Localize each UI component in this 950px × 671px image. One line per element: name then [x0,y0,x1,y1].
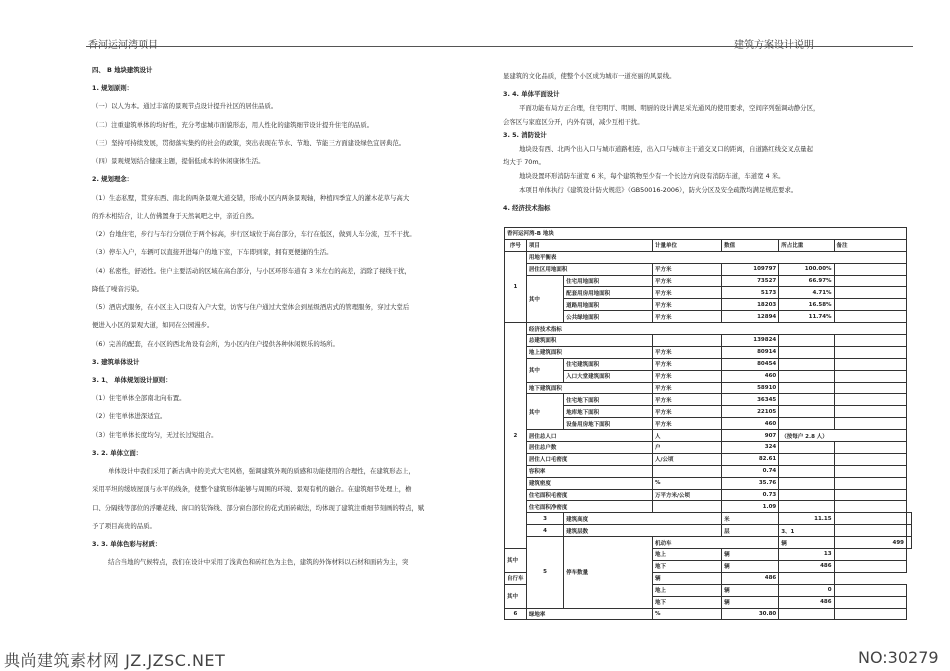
below-area-unit: 平方米 [652,382,721,394]
right-column [503,72,911,213]
empty-cell [779,346,834,358]
header-unit: 计量单位 [652,239,721,251]
elevation-paragraph: 口、分隔线等部位的浮雕花线、窗口的装饰线、部分窗台部位的花式面砖砌法，均体现了建筑注重细节刻画的特点，赋 [92,503,425,512]
gross-area-value: 139824 [722,335,779,347]
table-row [505,394,912,406]
households-label: 居住总户数 [526,442,652,454]
header-project-name: 香河运河湾项目 [88,40,158,51]
land-row-unit: 平方米 [652,287,721,299]
above-row-label: 住宅建筑面积 [564,358,653,370]
empty-cell [779,489,834,501]
empty-cell [652,501,721,513]
coverage-unit: % [652,477,721,489]
empty-cell [834,335,906,347]
land-row-label: 道路用地面积 [564,299,653,311]
coverage-label: 建筑密度 [526,477,652,489]
coverage-value: 35.76 [722,477,779,489]
section-4-title: 四、 B 地块建筑设计 [92,66,153,74]
bike-row-value: 486 [779,596,834,608]
empty-cell [834,477,906,489]
motor-unit: 辆 [779,537,834,549]
empty-cell [834,287,906,299]
header-divider [86,46,913,47]
motor-row-value: 13 [779,549,834,561]
height-value: 11.15 [779,513,834,525]
population-value: 907 [722,430,779,442]
above-sub-label: 其中 [526,358,563,382]
row-no: 1 [505,251,527,322]
empty-cell [834,525,906,537]
color-material-paragraph: 结合当地的气候特点，我们在设计中采用了浅黄色和砖红色为主色，建筑的外饰材料以石材和面砖为主，突 [108,558,409,567]
bike-value: 486 [722,572,779,584]
below-row-value: 36345 [722,394,779,406]
bike-unit: 辆 [652,572,721,584]
header-item: 项目 [526,239,652,251]
land-balance-header: 用地平衡表 [526,251,906,263]
row-no: 4 [526,525,563,537]
green-label: 绿地率 [526,608,652,620]
households-value: 324 [722,442,779,454]
economic-indicators-title: 4. 经济技术指标 [503,203,551,212]
land-row-pct: 16.58% [779,299,834,311]
bike-row-unit: 辆 [722,596,779,608]
unit-principle-item: （1）住宅单体全部南北向布置。 [92,394,186,403]
below-row-label: 住宅地下面积 [564,394,653,406]
population-label: 居住总人口 [526,430,652,442]
motor-row-unit: 辆 [722,560,779,572]
fire-design-paragraph: 地块设置环形消防车道宽 6 米，每个建筑物至少有一个长边方向设有消防车道，车道宽 4 米。 [519,172,785,181]
gross-area-label: 总建筑面积 [526,335,652,347]
elevation-paragraph: 予了项目高贵的品质。 [92,521,156,530]
land-row-label: 住宅用地面积 [564,275,653,287]
floor-plan-title: 3. 4. 单体平面设计 [503,90,560,99]
empty-cell [779,382,834,394]
empty-cell [907,525,912,537]
empty-cell [652,465,721,477]
principle-item: （一）以人为本。通过丰富的景观节点设计提升社区的居住品质。 [92,102,278,111]
empty-cell [652,335,721,347]
row-no: 2 [505,323,527,549]
planning-concept-title: 2. 规划理念： [92,175,134,184]
empty-cell [779,335,834,347]
land-total-value: 109797 [722,263,779,275]
header-no: 序号 [505,239,527,251]
above-area-value: 80914 [722,346,779,358]
empty-cell [779,453,834,465]
below-area-label: 地下建筑面积 [526,382,652,394]
below-row-value: 460 [722,418,779,430]
table-row [505,430,912,442]
concept-paragraph: （6）完善的配套，在小区的西北角设有会所，为小区内住户提供各种休闲娱乐的场所。 [92,339,339,348]
bike-row-label: 地上 [652,584,721,596]
table-row [505,382,912,394]
unit-principle-item: （2）住宅单体进深适宜。 [92,412,167,421]
below-sub-label: 其中 [526,394,563,430]
bike-row-label: 地下 [652,596,721,608]
land-total-label: 居住区用地面积 [526,263,652,275]
table-row [505,299,912,311]
empty-cell [834,442,906,454]
land-row-pct: 11.74% [779,311,834,323]
table-row [505,477,912,489]
parking-label: 停车数量 [564,537,653,608]
empty-cell [834,608,906,620]
table-title-row [505,228,912,240]
floors-unit: 层 [722,525,779,537]
elevation-paragraph: 采用平坦的缓坡屋顶与水平的线条，使整个建筑形体能够与周围的环境、景观有机的融合。在建筑细节处理上，檐 [92,485,412,494]
empty-cell [779,572,834,584]
motor-label: 机动车 [652,537,778,549]
land-row-unit: 平方米 [652,275,721,287]
row-no: 6 [505,608,527,620]
empty-cell [907,513,912,525]
table-row [505,418,912,430]
table-row [505,251,912,263]
motor-row-value: 486 [779,560,834,572]
empty-cell [779,465,834,477]
watermark-left: 典尚建筑素材网 JZ.JZSC.NET [4,651,226,670]
table-row [505,370,912,382]
concept-paragraph: （1）生态私墅，贯穿东西、南北的两条景观大道交错，形成小区内两条景观轴，种植四季宜人的灌木花草与高大 [92,193,410,202]
land-row-value: 18203 [722,299,779,311]
table-row [505,263,912,275]
table-row [505,335,912,347]
empty-cell [834,406,906,418]
bike-label: 自行车 [505,572,564,584]
green-value: 30.80 [722,608,779,620]
density-label: 居住人口毛密度 [526,453,652,465]
empty-cell [834,263,906,275]
empty-cell [834,299,906,311]
color-material-title: 3. 3. 单体色彩与材质： [92,540,162,549]
res-gross-unit: 万平方米/公顷 [652,489,721,501]
empty-cell [779,418,834,430]
empty-cell [834,596,906,608]
concept-paragraph: （4）私密性，舒适性。住户主要活动的区域在高台部分，与小区环形车道有 3 米左右的高差，消除了视线干扰， [92,266,411,275]
header-note: 备注 [834,239,906,251]
empty-cell [834,489,906,501]
unit-principles-title: 3. 1、 单体规划设计原则： [92,375,172,384]
land-row-unit: 平方米 [652,299,721,311]
concept-paragraph: （5）酒店式服务，在小区主入口设有入户大堂，访客与住户通过大堂体会到星级酒店式的管理服务，穿过大堂后 [92,303,410,312]
empty-cell [779,370,834,382]
fire-design-paragraph: 地块设有西、北两个出入口与城市道路相连，出入口与城市主干道交叉口的距离，自道路红线交叉点量起 [519,144,813,153]
table-header-row [505,239,912,251]
motor-row-label: 地上 [652,549,721,561]
empty-cell [834,382,906,394]
floors-value: 3、1 [779,525,834,537]
above-row-value: 80454 [722,358,779,370]
table-row [505,323,912,335]
continued-paragraph: 显建筑的文化品质，使整个小区成为城市一道亮丽的风景线。 [503,72,676,80]
building-design-title: 3. 建筑单体设计 [92,357,140,366]
res-gross-value: 0.73 [722,489,779,501]
bike-row-value: 0 [779,584,834,596]
below-row-unit: 平方米 [652,394,721,406]
land-sub-label: 其中 [526,275,563,323]
table-title: 香河运河湾-B 地块 [505,228,907,240]
far-value: 0.74 [722,465,779,477]
empty-cell [834,370,906,382]
economic-indicators-table [504,227,912,620]
land-row-value: 5173 [722,287,779,299]
table-row [505,489,912,501]
left-column [92,66,485,567]
planning-principles-title: 1. 规划原则： [92,84,134,93]
empty-cell [834,453,906,465]
elevation-title: 3. 2. 单体立面： [92,448,143,457]
empty-cell [834,311,906,323]
empty-cell [779,442,834,454]
empty-cell [834,584,906,596]
watermark-right: NO:30279 [858,648,939,667]
land-row-pct: 4.71% [779,287,834,299]
unit-principle-item: （3）住宅单体长度均匀，无过长过短组合。 [92,430,218,439]
empty-cell [907,537,912,549]
green-unit: % [652,608,721,620]
res-net-value: 1.09 [722,501,779,513]
header-document-title: 建筑方案设计说明 [734,40,814,51]
row-no: 3 [526,513,563,525]
table-row [505,442,912,454]
above-row-value: 460 [722,370,779,382]
below-row-label: 地库地下面积 [564,406,653,418]
principle-item: （三）坚持可持续发展，贯彻落实集约的社会的政策，突出表现在节水、节地、节能三方面建设绿色宜居典范。 [92,138,406,147]
land-row-pct: 66.97% [779,275,834,287]
empty-cell [834,358,906,370]
table-row [505,346,912,358]
concept-paragraph: 的乔木相结合，让人仿佛置身于天然氧吧之中，亲近自然。 [92,211,259,220]
above-row-label: 入口大堂建筑面积 [564,370,653,382]
empty-cell [834,418,906,430]
height-unit: 米 [722,513,779,525]
fire-design-title: 3. 5. 消防设计 [503,131,547,140]
principle-item: （二）注重建筑单体的均好性，充分考虑城市面貌形态，用人性化的建筑细节设计提升住宅的品质。 [92,120,374,129]
motor-value: 499 [834,537,906,549]
empty-cell [834,501,906,513]
empty-cell [779,501,834,513]
elevation-paragraph: 单体设计中我们采用了新古典中的美式大宅风格，强调建筑外观的质感和功能使用的合理性，在建筑形态上， [108,467,415,476]
land-row-unit: 平方米 [652,311,721,323]
land-row-label: 配套用房用地面积 [564,287,653,299]
empty-cell [834,394,906,406]
below-row-label: 设备用房地下面积 [564,418,653,430]
empty-cell [779,477,834,489]
households-unit: 户 [652,442,721,454]
land-row-value: 12894 [722,311,779,323]
population-unit: 人 [652,430,721,442]
res-gross-label: 住宅面积毛密度 [526,489,652,501]
empty-cell [834,513,906,525]
empty-cell [834,549,906,561]
empty-cell [779,608,834,620]
table-row [505,275,912,287]
floor-plan-paragraph: 会客区与家庭区分开，内外有别，减少互相干扰。 [503,117,644,126]
fire-design-paragraph: 本项目单体执行《建筑设计防火规范》（GB50016-2006），防火分区及安全疏散均满足规范要求。 [519,185,798,194]
floor-plan-paragraph: 平面功能布局方正合理，住宅明厅、明厕、明厨的设计满足采光通风的使用要求，空间序列强调动静分区， [519,103,820,112]
concept-paragraph: 便进入小区的景观大道，如同在公园漫步。 [92,321,214,330]
principle-item: （四）景观规划结合健康主题，提倡低成本的休闲康体生活。 [92,157,265,166]
motor-row-label: 地下 [652,560,721,572]
density-value: 82.61 [722,453,779,465]
below-row-unit: 平方米 [652,406,721,418]
empty-cell [779,358,834,370]
concept-paragraph: （2）台地住宅，步行与车行分别位于两个标高，步行区域位于高台部分，车行在低区，做到人车分流，互不干扰。 [92,230,416,239]
below-area-value: 58910 [722,382,779,394]
empty-cell [834,560,906,572]
land-total-pct: 100.00% [779,263,834,275]
bike-sub-label: 其中 [505,584,527,608]
empty-cell [779,394,834,406]
below-row-value: 22105 [722,406,779,418]
empty-cell [779,406,834,418]
fire-design-paragraph: 均大于 70m。 [503,158,545,167]
above-row-unit: 平方米 [652,358,721,370]
below-row-unit: 平方米 [652,418,721,430]
table-row [505,537,912,549]
land-row-value: 73527 [722,275,779,287]
population-note: （按每户 2.8 人） [779,430,907,442]
motor-row-unit: 辆 [722,549,779,561]
table-row [505,453,912,465]
row-no: 5 [526,537,563,608]
floors-label: 建筑层数 [564,525,722,537]
res-net-label: 住宅面积净密度 [526,501,652,513]
table-row [505,513,912,525]
table-row [505,465,912,477]
height-label: 建筑高度 [564,513,722,525]
bike-row-unit: 辆 [722,584,779,596]
empty-cell [834,346,906,358]
above-area-unit: 平方米 [652,346,721,358]
header-value: 数值 [722,239,779,251]
table-row [505,311,912,323]
table-row [505,501,912,513]
land-row-label: 公共绿地面积 [564,311,653,323]
concept-paragraph: （3）停车入户，车辆可以直接开进每户的地下室，下车即到家，拥有更便捷的生活。 [92,248,333,257]
empty-cell [834,465,906,477]
land-total-unit: 平方米 [652,263,721,275]
table-row [505,525,912,537]
above-area-label: 地上建筑面积 [526,346,652,358]
above-row-unit: 平方米 [652,370,721,382]
table-row [505,406,912,418]
header-ratio: 所占比重 [779,239,834,251]
table-row [505,287,912,299]
far-label: 容积率 [526,465,652,477]
econ-header: 经济技术指标 [526,323,906,335]
motor-sub-label: 其中 [505,549,527,573]
density-unit: 人/公顷 [652,453,721,465]
concept-paragraph: 降低了噪音污染。 [92,284,144,293]
empty-cell [834,275,906,287]
table-row [505,358,912,370]
table-row [505,608,912,620]
